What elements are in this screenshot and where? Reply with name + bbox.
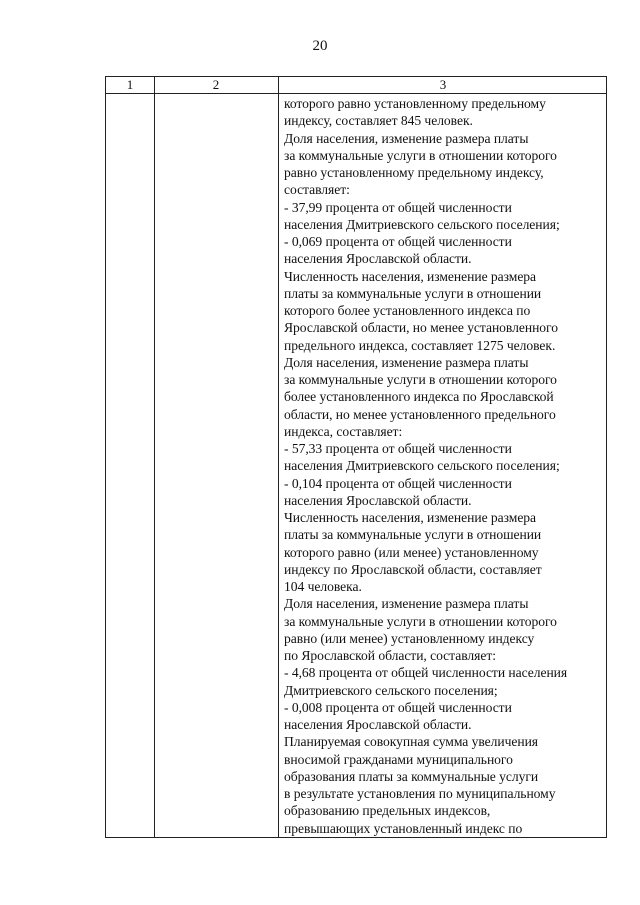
text-line: населения Ярославской области. (284, 492, 472, 508)
text-line: по Ярославской области, составляет: (284, 648, 496, 663)
text-line: равно (или менее) установленному индексу (284, 630, 535, 646)
text-line: - 37,99 процента от общей численности (284, 199, 512, 215)
text-line: - 0,069 процента от общей численности (284, 234, 512, 249)
text-line: 104 человека. (284, 579, 362, 594)
text-line: платы за коммунальные услуги в отношении (284, 527, 542, 543)
text-line: более установленного индекса по Ярославской (284, 389, 554, 405)
text-line: Численность населения, изменение размера (284, 268, 537, 284)
column-header-3: 3 (439, 77, 447, 92)
table-header-row (106, 77, 606, 94)
text-line: индексу по Ярославской области, составляет (284, 561, 542, 577)
page-number: 20 (312, 38, 328, 54)
text-line: за коммунальные услуги в отношении которого (284, 613, 557, 629)
text-line: которого равно (или менее) установленному (284, 544, 539, 560)
text-line: населения Ярославской области. (284, 717, 472, 732)
text-line: - 0,104 процента от общей численности (284, 475, 512, 491)
text-line: равно установленному предельному индексу, (284, 165, 544, 180)
text-line: - 4,68 процента от общей численности населения (284, 665, 568, 681)
text-line: образования платы за коммунальные услуги (284, 768, 539, 784)
text-line: составляет: (284, 182, 350, 198)
text-line: предельного индекса, составляет 1275 человек. (284, 337, 556, 353)
column-divider-2 (278, 77, 279, 837)
text-line: за коммунальные услуги в отношении которого (284, 372, 557, 387)
text-line: вносимой гражданами муниципального (284, 751, 513, 767)
text-line: Планируемая совокупная сумма увеличения (284, 734, 539, 750)
text-line: в результате установления по муниципальному (284, 786, 556, 801)
column-3-text (284, 95, 608, 837)
text-line: - 0,008 процента от общей численности (284, 699, 512, 715)
text-line: Доля населения, изменение размера платы (284, 596, 529, 612)
text-line: индексу, составляет 845 человек. (284, 113, 473, 129)
text-line: Доля населения, изменение размера платы (284, 130, 529, 146)
text-line: индекса, составляет: (284, 423, 403, 439)
text-line: - 57,33 процента от общей численности (284, 441, 512, 456)
text-line: платы за коммунальные услуги в отношении (284, 285, 542, 301)
text-line: Численность населения, изменение размера (284, 510, 537, 525)
document-table (105, 76, 607, 838)
text-line: Ярославской области, но менее установленного (284, 320, 558, 336)
text-line: населения Дмитриевского сельского поселения; (284, 458, 560, 474)
column-header-1: 1 (126, 77, 134, 92)
text-line: образованию предельных индексов, (284, 803, 491, 819)
text-line: которого равно установленному предельному (284, 96, 546, 111)
text-line: превышающих установленный индекс по (284, 820, 523, 836)
text-line: области, но менее установленного предельного (284, 406, 556, 422)
text-line: за коммунальные услуги в отношении которого (284, 147, 557, 163)
column-divider-1 (154, 77, 155, 837)
text-line: населения Ярославской области. (284, 251, 472, 267)
text-line: Доля населения, изменение размера платы (284, 354, 529, 370)
text-line: которого более установленного индекса по (284, 303, 531, 318)
text-line: Дмитриевского сельского поселения; (284, 682, 498, 698)
column-header-2: 2 (212, 77, 220, 92)
text-line: населения Дмитриевского сельского поселения; (284, 216, 560, 232)
